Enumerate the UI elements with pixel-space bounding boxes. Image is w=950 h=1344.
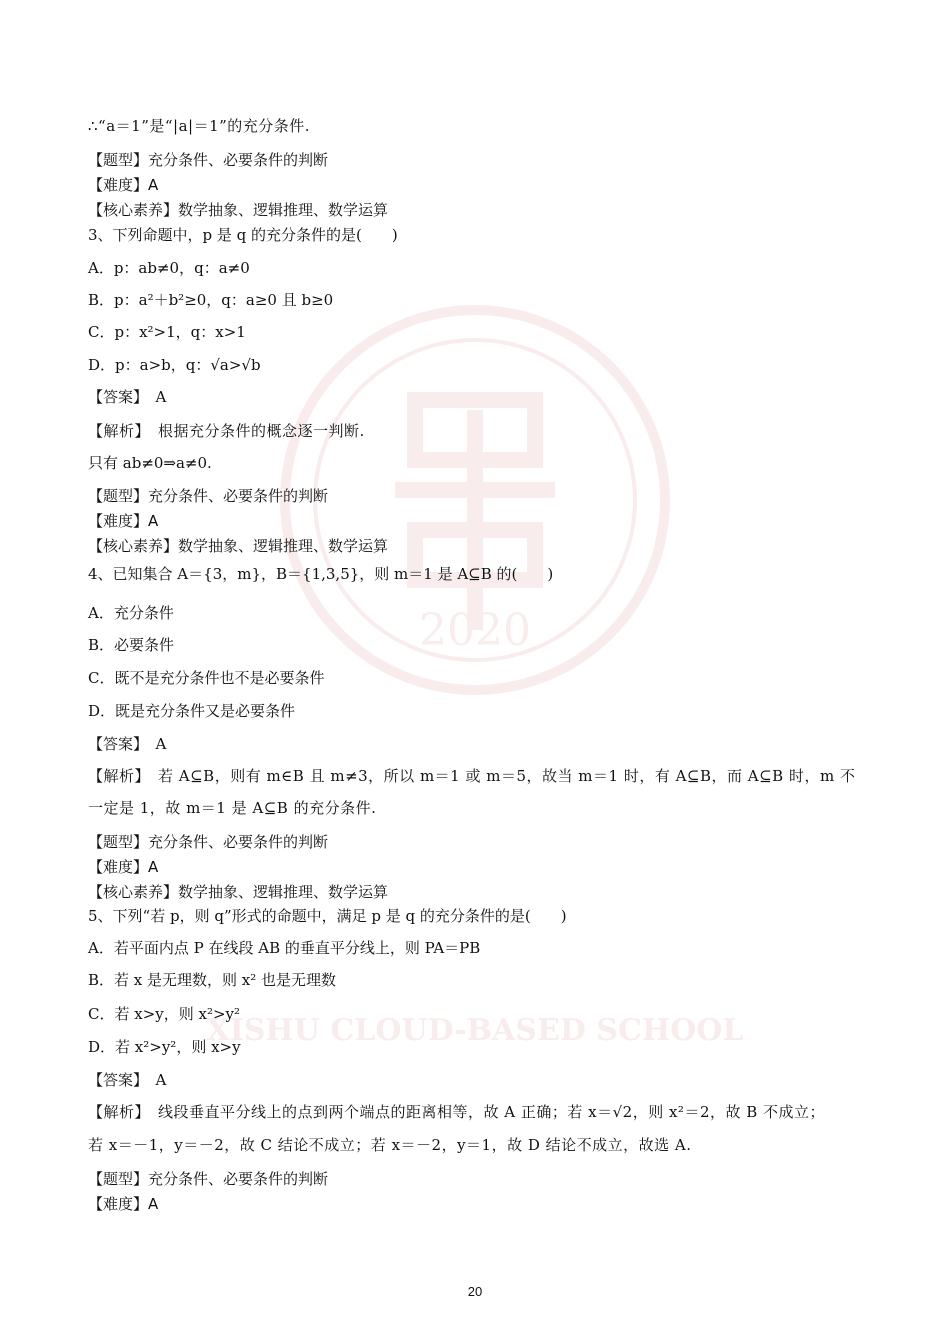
conclusion-line: ∴“a＝1”是“|a|＝1”的充分条件. xyxy=(88,117,311,135)
option-a: A．充分条件 xyxy=(88,604,174,622)
core-literacy-label: 【核心素养】数学抽象、逻辑推理、数学运算 xyxy=(88,537,389,555)
option-d: D．p：a>b，q：√a>√b xyxy=(88,356,261,374)
question-stem: 5、下列“若 p，则 q”形式的命题中，满足 p 是 q 的充分条件的是( ) xyxy=(88,907,567,925)
analysis-text: 一定是 1，故 m＝1 是 A⊆B 的充分条件. xyxy=(88,799,377,817)
difficulty-label: 【难度】A xyxy=(88,1195,159,1213)
difficulty-label: 【难度】A xyxy=(88,176,159,194)
option-a: A．p：ab≠0，q：a≠0 xyxy=(88,259,250,277)
option-b: B．若 x 是无理数，则 x² 也是无理数 xyxy=(88,971,337,989)
difficulty-label: 【难度】A xyxy=(88,858,159,876)
analysis-text: 若 x＝－1，y＝－2，故 C 结论不成立；若 x＝－2，y＝1，故 D 结论不成立，故选 A. xyxy=(88,1136,692,1154)
watermark-year: 2020 xyxy=(419,605,531,656)
answer-label: 【答案】 A xyxy=(88,388,167,406)
type-label: 【题型】充分条件、必要条件的判断 xyxy=(88,833,329,851)
option-c: C．若 x>y，则 x²>y² xyxy=(88,1005,241,1023)
option-c: C．既不是充分条件也不是必要条件 xyxy=(88,669,325,687)
option-c: C．p：x²>1，q：x>1 xyxy=(88,323,246,341)
option-d: D．若 x²>y²，则 x>y xyxy=(88,1038,241,1056)
watermark-motto: XISHU CLOUD-BASED SCHOOL xyxy=(206,1013,744,1048)
core-literacy-label: 【核心素养】数学抽象、逻辑推理、数学运算 xyxy=(88,883,389,901)
core-literacy-label: 【核心素养】数学抽象、逻辑推理、数学运算 xyxy=(88,201,389,219)
difficulty-label: 【难度】A xyxy=(88,512,159,530)
type-label: 【题型】充分条件、必要条件的判断 xyxy=(88,151,329,169)
analysis-text: 只有 ab≠0⇒a≠0. xyxy=(88,454,212,472)
option-a: A．若平面内点 P 在线段 AB 的垂直平分线上，则 PA＝PB xyxy=(88,939,481,957)
answer-label: 【答案】 A xyxy=(88,735,167,753)
option-b: B．p：a²＋b²≥0，q：a≥0 且 b≥0 xyxy=(88,291,334,309)
analysis-label: 【解析】 根据充分条件的概念逐一判断. xyxy=(88,422,365,440)
option-d: D．既是充分条件又是必要条件 xyxy=(88,702,296,720)
analysis-label: 【解析】 若 A⊆B，则有 m∈B 且 m≠3，所以 m＝1 或 m＝5，故当 m＝1 时，有 A⊆B，而 A⊆B 时，m 不 xyxy=(88,767,856,785)
question-stem: 4、已知集合 A＝{3，m}，B＝{1,3,5}，则 m＝1 是 A⊆B 的( ) xyxy=(88,565,554,583)
answer-label: 【答案】 A xyxy=(88,1071,167,1089)
analysis-label: 【解析】 线段垂直平分线上的点到两个端点的距离相等，故 A 正确；若 x＝√2，则 x²＝2，故 B 不成立； xyxy=(88,1103,826,1121)
type-label: 【题型】充分条件、必要条件的判断 xyxy=(88,487,329,505)
page-number: 20 xyxy=(467,1284,483,1299)
question-stem: 3、下列命题中，p 是 q 的充分条件的是( ) xyxy=(88,226,398,244)
type-label: 【题型】充分条件、必要条件的判断 xyxy=(88,1170,329,1188)
option-b: B．必要条件 xyxy=(88,636,175,654)
